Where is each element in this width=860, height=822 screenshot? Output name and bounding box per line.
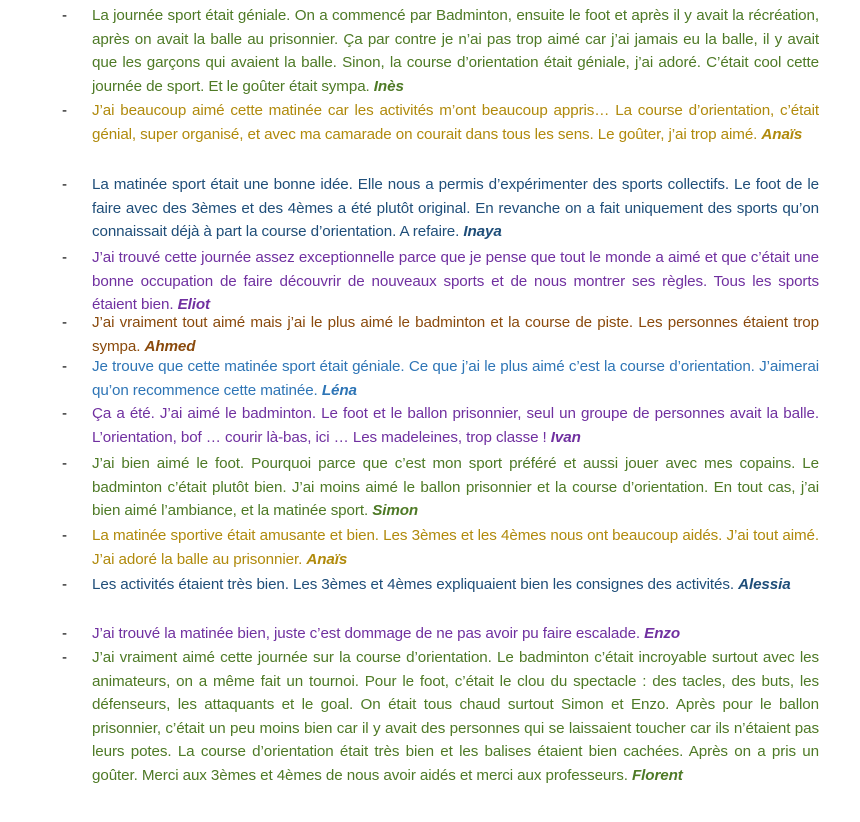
author-name: Florent (631, 766, 683, 784)
author-name: Anaïs (306, 550, 348, 568)
testimonial-text: La journée sport était géniale. On a commencé par Badminton, ensuite le foot et après il y avait la récréation, après on avait la balle au prisonnier. Ça par contre je n’ai pas trop aimé car j’ai jamais eu la balle, il y avait que les garçons qui avaient la balle. Sinon, la course d’orientation était géniale, j’ai adoré. C’était cool cette journée de sport. Et le goûter était sympa. Inès (92, 7, 819, 95)
author-name: Léna (321, 381, 357, 399)
testimonial-text: Je trouve que cette matinée sport était géniale. Ce que j’ai le plus aimé c’est la course d’orientation. J’aimerai qu’on recommence cette matinée. Léna (92, 358, 819, 399)
bullet-dash: - (62, 358, 68, 375)
bullet-dash: - (62, 176, 68, 193)
author-name: Anaïs (761, 125, 803, 143)
testimonial-text: Les activités étaient très bien. Les 3èmes et 4èmes expliquaient bien les consignes des activités. Alessia (92, 576, 791, 593)
testimonial-text: J’ai beaucoup aimé cette matinée car les activités m’ont beaucoup appris… La course d’orientation, c’était génial, super organisé, et avec ma camarade on courait dans tous les sens. Le goûter, j’ai trop aimé. Anaïs (92, 102, 819, 143)
bullet-dash: - (62, 576, 68, 593)
author-name: Enzo (644, 625, 681, 642)
bullet-dash: - (62, 455, 68, 472)
testimonial-text: J’ai trouvé la matinée bien, juste c’est dommage de ne pas avoir pu faire escalade. Enzo (92, 625, 681, 642)
bullet-dash: - (62, 102, 68, 119)
bullet-dash: - (62, 527, 68, 544)
testimonial-text: La matinée sportive était amusante et bien. Les 3èmes et les 4èmes nous ont beaucoup aidés. J’ai tout aimé. J’ai adoré la balle au prisonnier. Anaïs (92, 527, 819, 568)
bullet-dash: - (62, 314, 68, 331)
bullet-dash: - (62, 249, 68, 266)
testimonial-text: J’ai vraiment tout aimé mais j’ai le plus aimé le badminton et la course de piste. Les personnes étaient trop sympa. Ahmed (92, 314, 819, 355)
testimonial-text: Ça a été. J’ai aimé le badminton. Le foot et le ballon prisonnier, seul un groupe de personnes avait la balle. L’orientation, bof … courir là-bas, ici … Les madeleines, trop classe ! Ivan (92, 405, 819, 446)
testimonial-text: J’ai bien aimé le foot. Pourquoi parce que c’est mon sport préféré et aussi jouer avec mes copains. Le badminton c’était plutôt bien. J’ai moins aimé le ballon prisonnier et la course d’orientation. En tout cas, j’ai bien aimé l’ambiance, et la matinée sport. Simon (92, 455, 819, 520)
author-name: Ivan (550, 428, 581, 446)
bullet-dash: - (62, 405, 68, 422)
author-name: Inès (373, 77, 404, 95)
testimonial-text: La matinée sport était une bonne idée. Elle nous a permis d’expérimenter des sports collectifs. Le foot de le faire avec des 3èmes et des 4èmes a été plutôt original. En revanche on a fait uniquement des sports qu’on connaissait déjà à part la course d’orientation. A refaire. Inaya (92, 176, 819, 241)
bullet-dash: - (62, 7, 68, 24)
author-name: Alessia (738, 576, 791, 593)
bullet-dash: - (62, 649, 68, 666)
testimonial-text: J’ai vraiment aimé cette journée sur la course d’orientation. Le badminton c’était incroyable surtout avec les animateurs, on a même fait un tournoi. Pour le foot, c’était le clou du spectacle : des tacles, des buts, les défenseurs, les attaquants et le goal. On était tous chaud surtout Simon et Enzo. Après pour le ballon prisonnier, c’était un peu moins bien car il y avait des personnes qui se laissaient toucher car ils n’étaient pas leurs potes. La course d’orientation était très bien et les balises étaient bien cachées. Après on a pris un goûter. Merci aux 3èmes et 4èmes de nous avoir aidés et merci aux professeurs. Florent (92, 649, 819, 784)
bullet-dash: - (62, 625, 68, 642)
author-name: Simon (372, 502, 419, 520)
testimonial-text: J’ai trouvé cette journée assez exceptionnelle parce que je pense que tout le monde a aimé et que c’était une bonne occupation de faire découvrir de nouveaux sports et de nous montrer ses règles. Tous les sports étaient bien. Eliot (92, 249, 819, 314)
author-name: Eliot (177, 296, 210, 314)
author-name: Ahmed (144, 337, 196, 355)
author-name: Inaya (463, 223, 502, 241)
